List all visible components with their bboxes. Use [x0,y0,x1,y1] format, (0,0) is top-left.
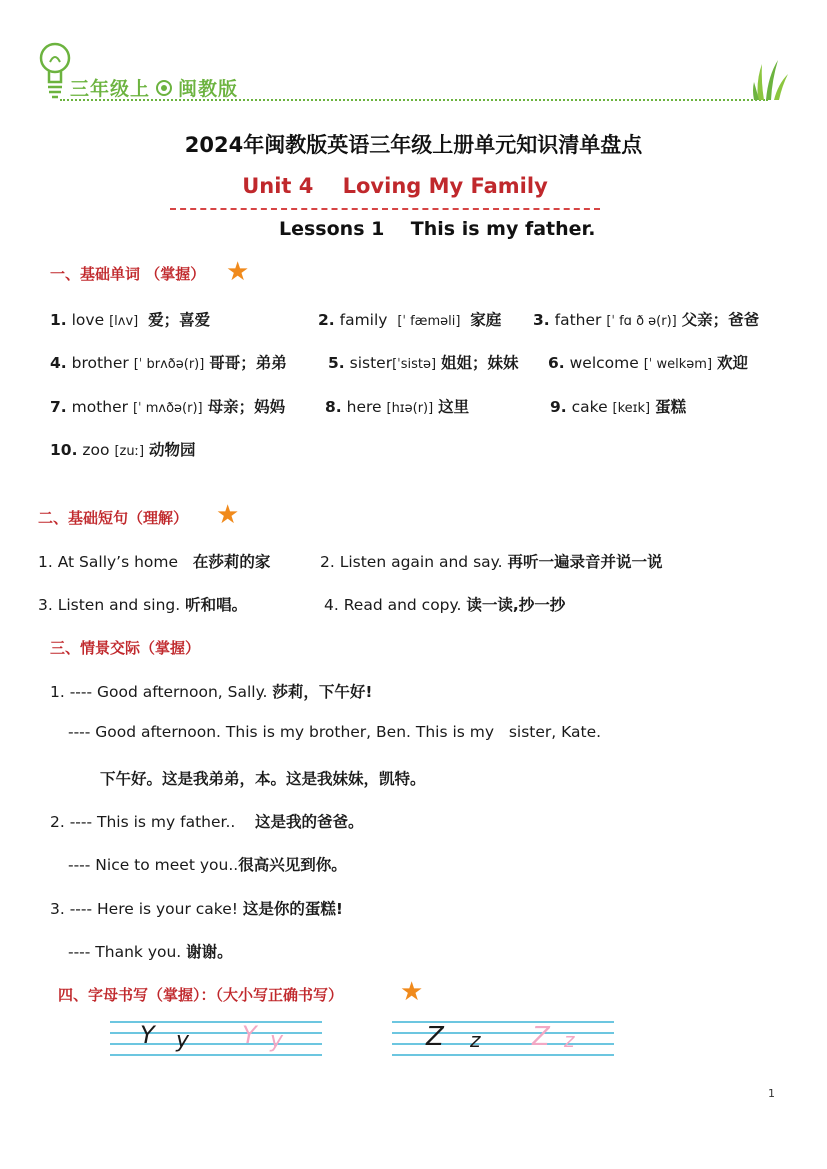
dialogue-line: ---- Nice to meet you..很高兴见到你。 [68,856,347,874]
header-grade: 三年级上 [70,78,151,100]
header-banner [70,74,238,101]
section-heading-dialogue [50,637,200,658]
phrase-item: 2. Listen again and say. 再听一遍录音并说一说 [320,553,663,571]
section-heading-letters [58,984,343,1005]
star-icon: ★ [226,257,250,287]
section-heading-vocab [50,263,205,284]
vocab-item: 3. father [ˈ fɑ ð ə(r)] 父亲；爸爸 [533,311,760,329]
phrase-item: 1. At Sally’s home 在莎莉的家 [38,553,271,571]
vocab-item: 1. love [lʌv] 爱；喜爱 [50,311,211,329]
star-icon: ★ [216,500,240,530]
dialogue-line: 1. ---- Good afternoon, Sally. 莎莉，下午好! [50,683,373,701]
lesson-title: Lessons 1 This is my father. [279,218,596,240]
phrase-item: 3. Listen and sing. 听和唱。 [38,596,248,614]
letter-upper-trace: Z [532,1022,550,1052]
vocab-item: 10. zoo [zuː] 动物园 [50,441,196,459]
page-title: 2024年闽教版英语三年级上册单元知识清单盘点 [184,133,643,157]
header-divider [60,99,768,101]
vocab-item: 4. brother [ˈ brʌðə(r)] 哥哥；弟弟 [50,354,287,372]
dialogue-line: ---- Good afternoon. This is my brother, Ben. This is my sister, Kate. [68,723,602,741]
dialogue-line: 2. ---- This is my father.. 这是我的爸爸。 [50,813,364,831]
letter-lower-trace: z [564,1028,575,1052]
phrase-item: 4. Read and copy. 读一读,抄一抄 [324,596,566,614]
star-icon: ★ [400,977,424,1007]
dialogue-line: ---- Thank you. 谢谢。 [68,943,233,961]
vocab-item: 9. cake [keɪk] 蛋糕 [550,398,687,416]
vocab-item: 2. family [ˈ fæməli] 家庭 [318,311,502,329]
letter-lower: z [470,1028,481,1052]
vocab-item: 7. mother [ˈ mʌðə(r)] 母亲；妈妈 [50,398,286,416]
unit-underline [170,208,600,210]
dialogue-line: 下午好。这是我弟弟，本。这是我妹妹，凯特。 [100,770,426,788]
section-heading-text: 一、基础单词 （掌握） [50,265,206,283]
section-heading-phrases [38,507,188,528]
letter-practice-z [392,1018,614,1062]
target-dot-icon [156,80,172,96]
unit-title: Unit 4 Loving My Family [242,174,548,198]
letter-practice-y [110,1018,322,1062]
lightbulb-icon [38,40,72,102]
letter-upper-trace: Y [242,1021,257,1049]
grass-icon [752,56,792,102]
vocab-item: 8. here [hɪə(r)] 这里 [325,398,470,416]
header-publisher: 闽教版 [178,78,239,100]
dialogue-line: 3. ---- Here is your cake! 这是你的蛋糕! [50,900,343,918]
section-heading-text: 二、基础短句（理解） [38,509,189,527]
section-heading-text: 三、情景交际（掌握） [50,639,201,657]
letter-lower-trace: y [270,1028,284,1053]
vocab-item: 5. sister[ˈsistə] 姐姐；妹妹 [328,354,519,372]
letter-lower: y [176,1028,190,1053]
page-number: 1 [768,1087,775,1100]
letter-upper: Y [140,1021,155,1049]
letter-upper: Z [426,1022,444,1052]
vocab-item: 6. welcome [ˈ welkəm] 欢迎 [548,354,748,372]
section-heading-text: 四、字母书写（掌握）：（大小写正确书写） [58,986,344,1004]
